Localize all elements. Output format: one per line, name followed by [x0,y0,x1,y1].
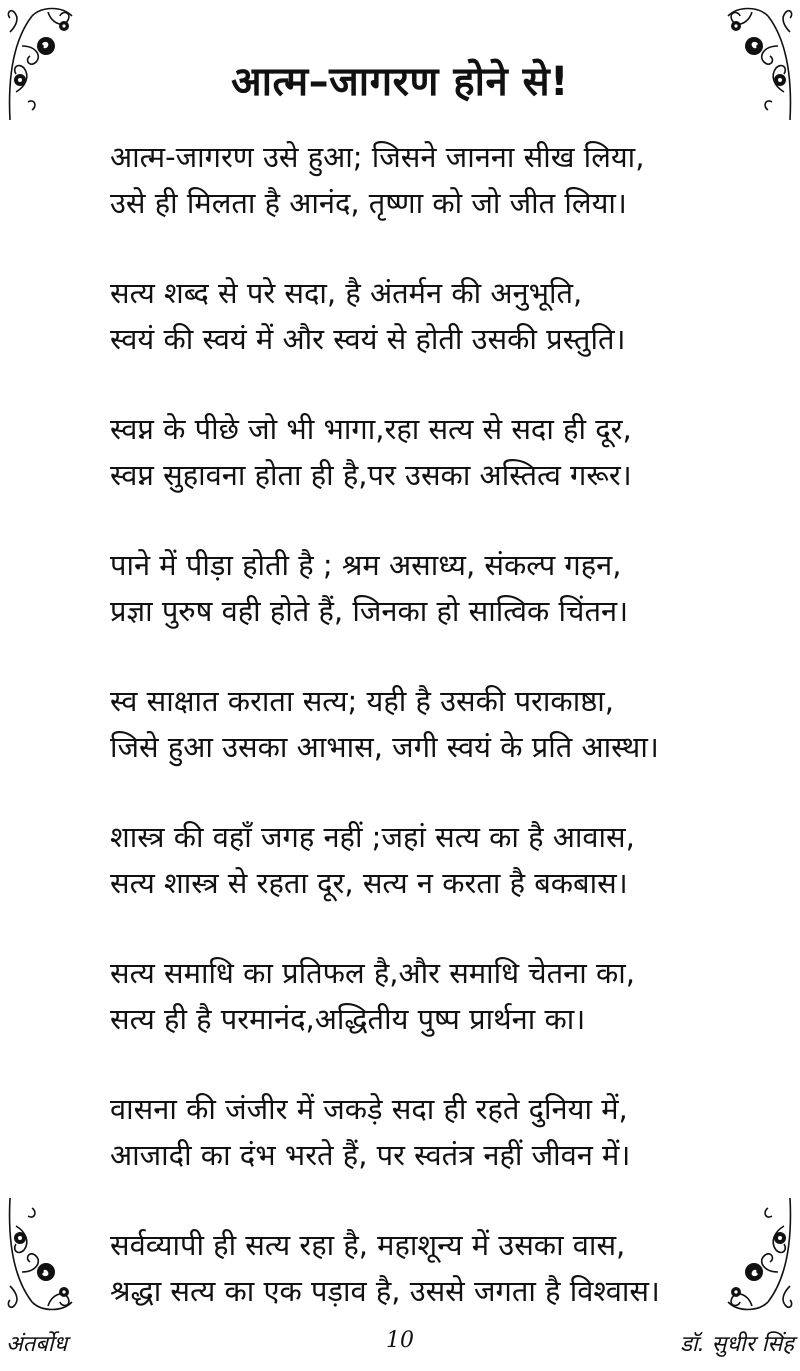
poem-line: स्व साक्षात कराता सत्य; यही है उसकी पराकाष्ठा, [110,684,615,718]
poem-line: पाने में पीड़ा होती है ; श्रम असाध्य, संकल्प गहन, [110,548,622,582]
stanza [110,1086,710,1222]
poem-line: आजादी का दंभ भरते हैं, पर स्वतंत्र नहीं जीवन में। [110,1138,631,1172]
poem-line: सर्वव्यापी ही सत्य रहा है, महाशून्य में उसका वास, [110,1228,626,1262]
poem-line: सत्य ही है परमानंद,अद्धितीय पुष्प प्रार्थना का। [110,1002,586,1036]
poem-line: स्वप्न सुहावना होता ही है,पर उसका अस्तित्व गरूर। [110,458,632,492]
poem-line: उसे ही मिलता है आनंद, तृष्णा को जो जीत लिया। [110,186,627,220]
stanza [110,814,710,950]
stanza [110,678,710,814]
poem-line: आत्म-जागरण उसे हुआ; जिसने जानना सीख लिया, [110,140,645,174]
page-footer [0,1328,800,1368]
poem-line: जिसे हुआ उसका आभास, जगी स्वयं के प्रति आस्था। [110,730,659,764]
poem-body [110,134,710,1358]
poem-line: वासना की जंजीर में जकड़े सदा ही रहते दुनिया में, [110,1092,628,1126]
floral-corner-bottom-left-icon [2,1196,86,1316]
page-number: 10 [386,1328,414,1353]
poem-title: आत्म–जागरण होने से! [231,59,569,105]
stanza [110,134,710,270]
poem-line: स्वयं की स्वयं में और स्वयं से होती उसकी प्रस्तुति। [110,322,626,356]
floral-corner-bottom-right-icon [714,1196,798,1316]
poem-line: प्रज्ञा पुरुष वही होते हैं, जिनका हो सात्विक चिंतन। [110,594,629,628]
stanza [110,542,710,678]
book-title: अंतर्बोध [6,1332,68,1357]
poem-line: शास्त्र की वहाँ जगह नहीं ;जहां सत्य का है आवास, [110,820,635,854]
stanza [110,950,710,1086]
poem-line: सत्य समाधि का प्रतिफल है,और समाधि चेतना का, [110,956,636,990]
author-name: डॉ. सुधीर सिंह [680,1332,794,1357]
poem-line: सत्य शब्द से परे सदा, है अंतर्मन की अनुभूति, [110,276,583,310]
poem-line: स्वप्न के पीछे जो भी भागा,रहा सत्य से सदा ही दूर, [110,412,632,446]
stanza [110,406,710,542]
stanza [110,270,710,406]
poem-line: सत्य शास्त्र से रहता दूर, सत्य न करता है बकबास। [110,866,628,900]
poem-line: श्रद्धा सत्य का एक पड़ाव है, उससे जगता है विश्वास। [110,1274,660,1308]
